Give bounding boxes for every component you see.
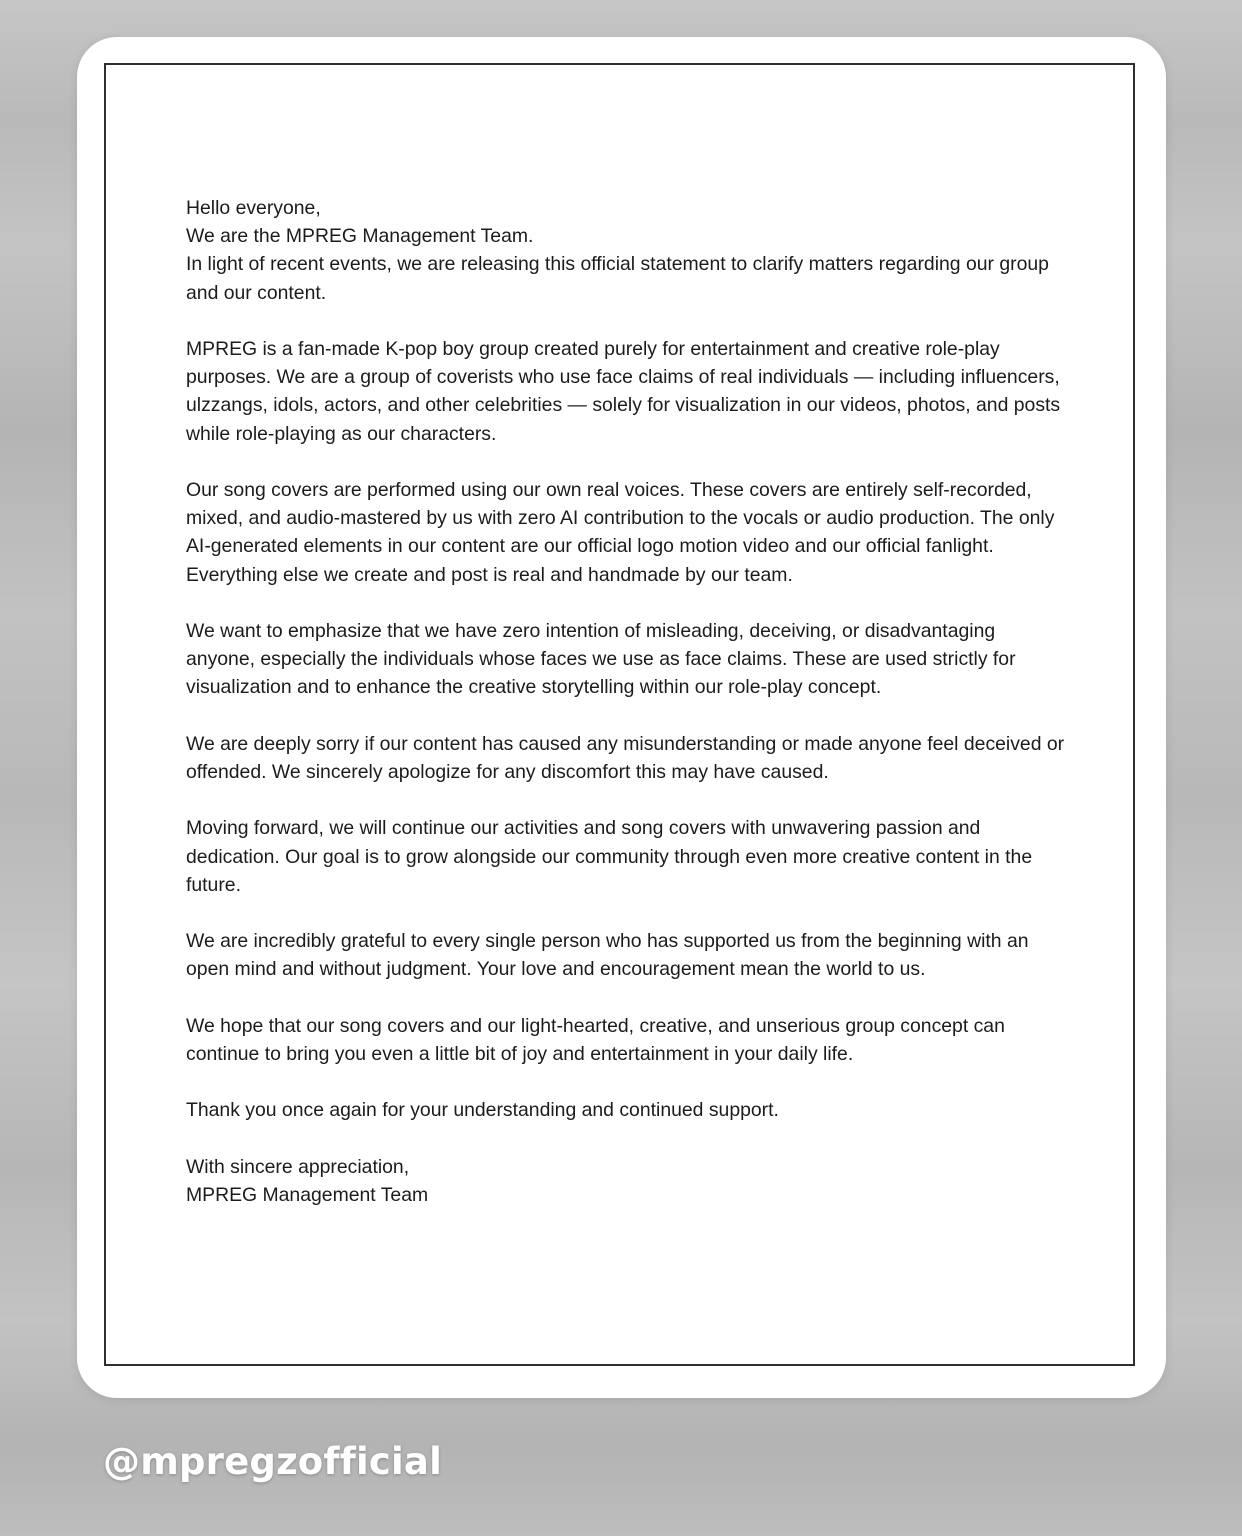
letter-paragraph-about: MPREG is a fan-made K-pop boy group created purely for entertainment and creative role-play purposes. We are a group of coverists who use face claims of real individuals — including influencers, ulzzangs, idols, actors, and other celebrities — solely for visualization in our videos, photos, and posts while role-playing as our characters. [186,338,1061,445]
letter-paragraph-hope: We hope that our song covers and our light-hearted, creative, and unserious group concept can continue to bring you even a little bit of joy and entertainment in your daily life. [186,1014,1005,1065]
letter-signature: MPREG Management Team [186,1183,429,1206]
statement-card [77,37,1166,1398]
letter-closing: With sincere appreciation, [186,1155,410,1178]
letter-paragraph-covers: Our song covers are performed using our own real voices. These covers are entirely self-recorded, mixed, and audio-mastered by us with zero AI contribution to the vocals or audio production. The only AI-generated elements in our content are our official logo motion video and our official fanlight. Everything else we create and post is real and handmade by our team. [186,479,1055,586]
letter-intro-paragraph: In light of recent events, we are releasing this official statement to clarify matters regarding our group and our content. [186,253,1049,304]
letter-paragraph-future: Moving forward, we will continue our activities and song covers with unwavering passion and dedication. Our goal is to grow alongside our community through even more creative content in the future. [186,817,1033,896]
letter-paragraph-apology: We are deeply sorry if our content has caused any misunderstanding or made anyone feel deceived or offended. We sincerely apologize for any discomfort this may have caused. [186,732,1065,783]
letter-paragraph-intention: We want to emphasize that we have zero intention of misleading, deceiving, or disadvantaging anyone, especially the individuals whose faces we use as face claims. These are used strictly for visualization and to enhance the creative storytelling within our role-play concept. [186,620,1016,699]
document-frame [104,63,1135,1366]
letter-greeting: Hello everyone, [186,197,321,219]
account-handle-watermark: @mpregzofficial [103,1440,442,1483]
letter-intro-line: We are the MPREG Management Team. [186,225,534,248]
letter-paragraph-thanks: Thank you once again for your understanding and continued support. [186,1099,779,1122]
statement-letter [186,194,1066,1209]
letter-paragraph-gratitude: We are incredibly grateful to every single person who has supported us from the beginning with an open mind and without judgment. Your love and encouragement mean the world to us. [186,930,1029,981]
